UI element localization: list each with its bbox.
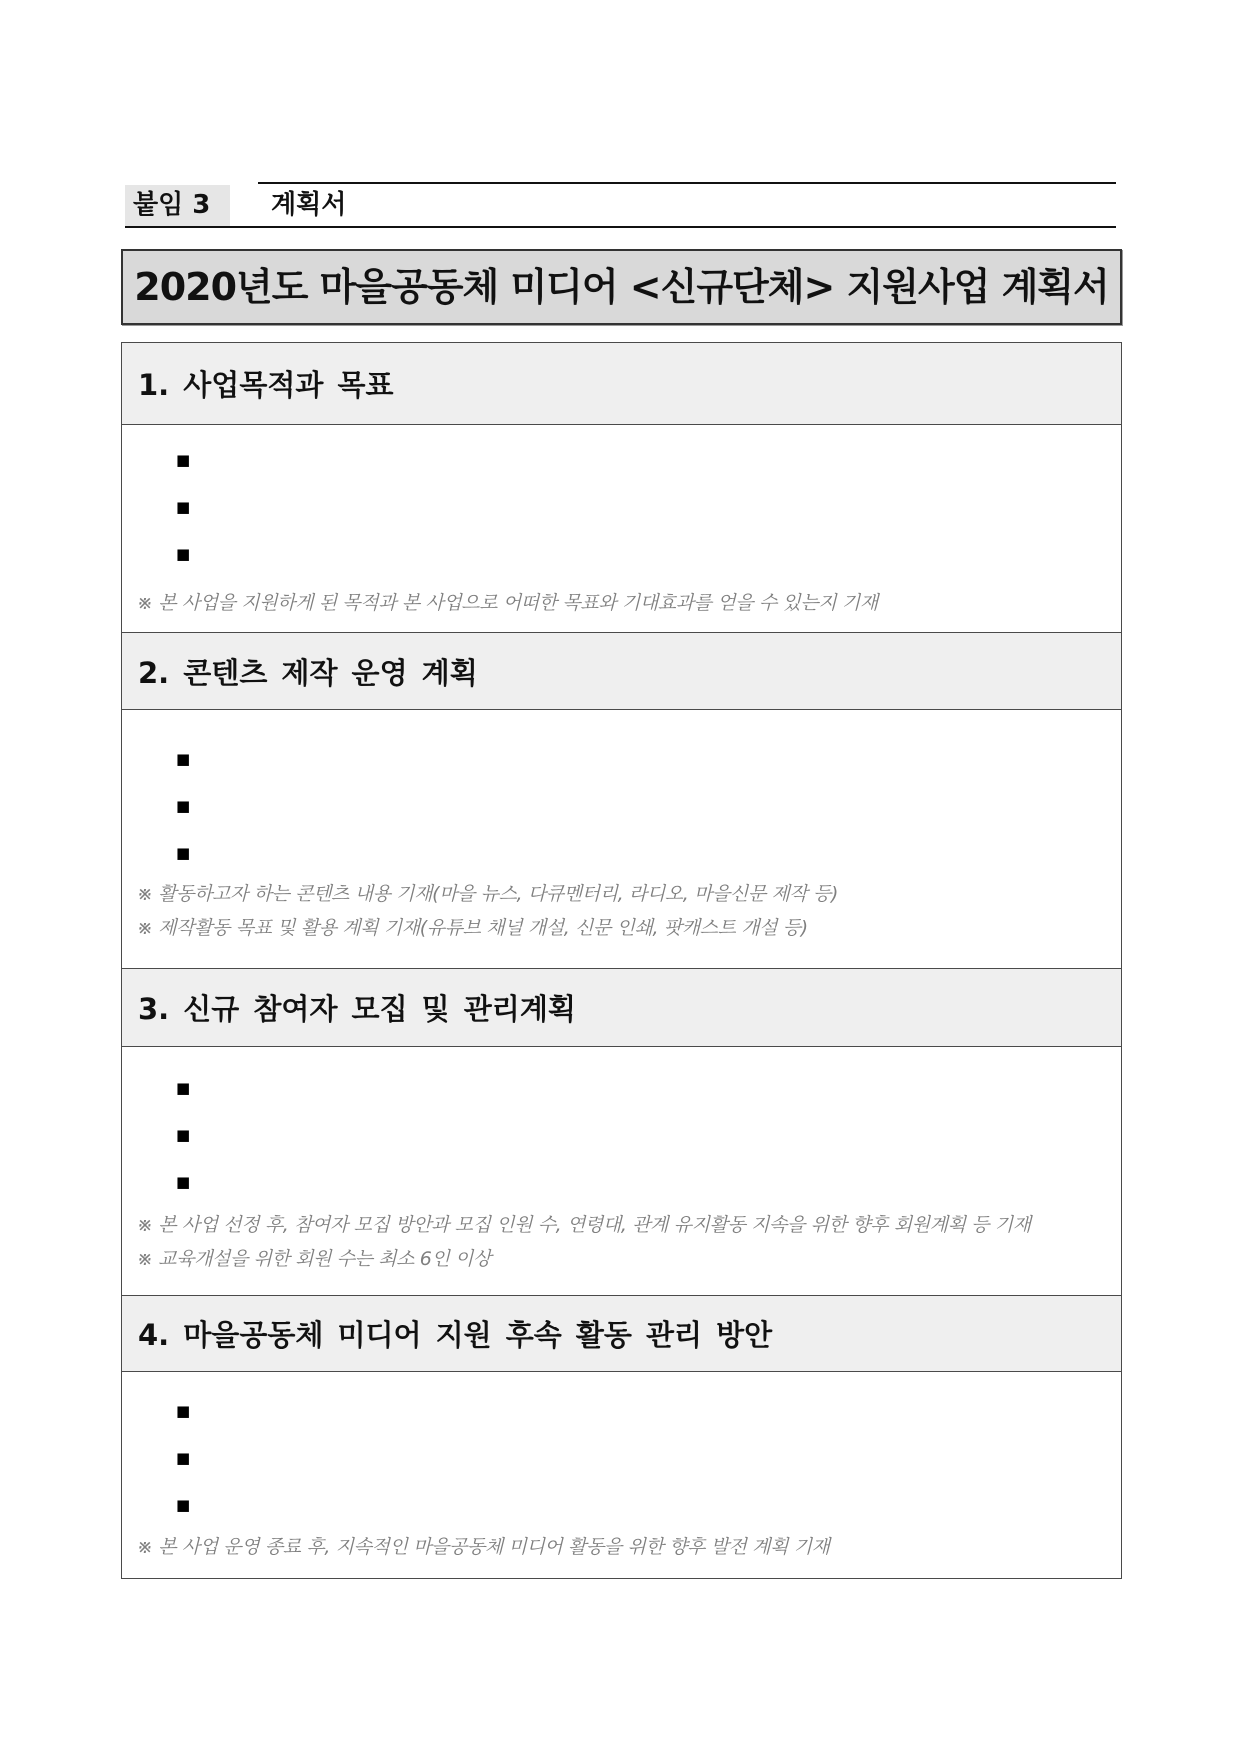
section-4-header: [122, 1296, 1121, 1372]
attachment-title: 계획서: [271, 190, 347, 220]
bullet-item: ■: [176, 1173, 191, 1191]
section-3-heading: 3. 신규 참여자 모집 및 관리계획: [138, 992, 576, 1026]
header-bottom-rule: [125, 226, 1116, 228]
section-4-body: [122, 1372, 1121, 1579]
document-title: 2020년도 마을공동체 미디어 <신규단체> 지원사업 계획서: [134, 265, 1109, 309]
section-3-body: [122, 1047, 1121, 1296]
bullet-item: ■: [176, 844, 191, 862]
section-4-heading: 4. 마을공동체 미디어 지원 후속 활동 관리 방안: [138, 1318, 773, 1352]
bullet-item: ■: [176, 1402, 191, 1420]
section-3-header: [122, 969, 1121, 1047]
bullet-item: ■: [176, 451, 191, 469]
guide-note: ※ 제작활동 목표 및 활용 계획 기재(유튜브 채널 개설, 신문 인쇄, 팟캐스트 개설 등): [137, 917, 808, 939]
section-2-body: [122, 710, 1121, 969]
bullet-item: ■: [176, 750, 191, 768]
section-3-notes: [122, 1208, 1121, 1276]
attachment-label: 붙임 3: [125, 185, 230, 226]
section-2-header: [122, 633, 1121, 710]
guide-note: ※ 본 사업을 지원하게 된 목적과 본 사업으로 어떠한 목표와 기대효과를 얻을 수 있는지 기재: [137, 592, 878, 614]
section-2-heading: 2. 콘텐츠 제작 운영 계획: [138, 655, 478, 690]
section-1-heading: 1. 사업목적과 목표: [138, 368, 394, 402]
plan-form-table: [121, 342, 1122, 1579]
guide-note: ※ 활동하고자 하는 콘텐츠 내용 기재(마을 뉴스, 다큐멘터리, 라디오, 마을신문 제작 등): [137, 883, 838, 905]
bullet-item: ■: [176, 1496, 191, 1514]
section-1-body: [122, 425, 1121, 633]
bullet-item: ■: [176, 1449, 191, 1467]
section-4-notes: [122, 1530, 1121, 1564]
document-title-box: [121, 249, 1122, 325]
guide-note: ※ 본 사업 운영 종료 후, 지속적인 마을공동체 미디어 활동을 위한 향후 발전 계획 기재: [137, 1536, 830, 1558]
header-top-rule: [258, 182, 1116, 184]
bullet-item: ■: [176, 545, 191, 563]
section-2-notes: [122, 877, 1121, 945]
guide-note: ※ 교육개설을 위한 회원 수는 최소 6인 이상: [137, 1248, 491, 1270]
guide-note: ※ 본 사업 선정 후, 참여자 모집 방안과 모집 인원 수, 연령대, 관계 유지활동 지속을 위한 향후 회원계획 등 기재: [137, 1214, 1031, 1236]
bullet-item: ■: [176, 1079, 191, 1097]
bullet-item: ■: [176, 797, 191, 815]
bullet-item: ■: [176, 1126, 191, 1144]
section-1-notes: [122, 586, 1121, 620]
bullet-item: ■: [176, 498, 191, 516]
section-1-header: [122, 343, 1121, 425]
